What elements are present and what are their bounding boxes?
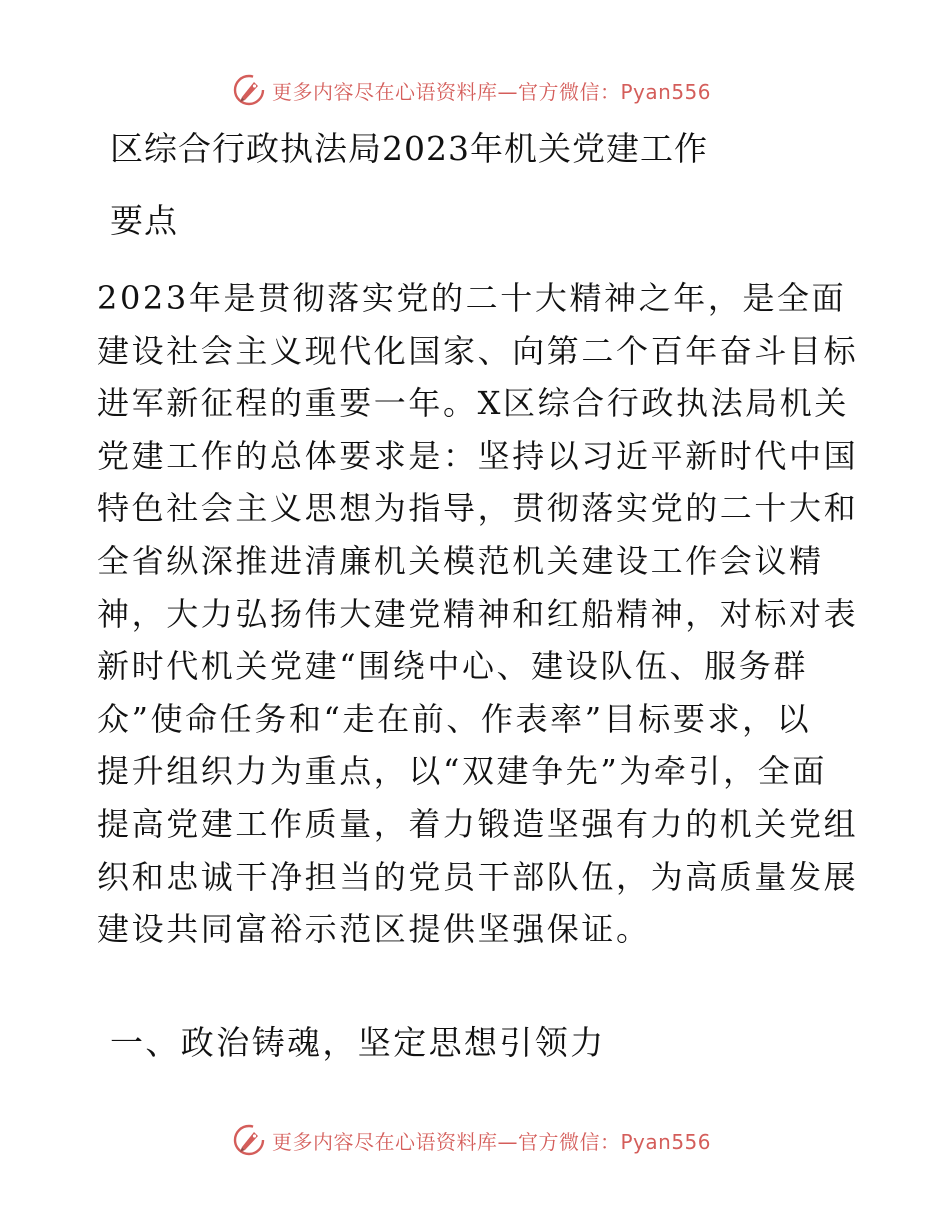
document-paragraph xyxy=(97,272,859,956)
document-title-line-2: 要点 xyxy=(110,201,178,240)
paragraph-line: 新时代机关党建“围绕中心、建设队伍、服务群 xyxy=(97,647,808,686)
watermark-header xyxy=(232,70,711,110)
watermark-footer xyxy=(232,1120,711,1160)
pen-nib-circle-icon xyxy=(232,1123,266,1157)
paragraph-line: 提升组织力为重点，以“双建争先”为牵引，全面 xyxy=(97,752,827,791)
document-title-line-1: 区综合行政执法局2023年机关党建工作 xyxy=(110,129,708,168)
pen-nib-circle-icon xyxy=(232,73,266,107)
paragraph-line: 特色社会主义思想为指导，贯彻落实党的二十大和 xyxy=(97,489,859,528)
paragraph-line: 进军新征程的重要一年。X区综合行政执法局机关 xyxy=(97,384,849,423)
section-heading: 一、政治铸魂，坚定思想引领力 xyxy=(110,1023,606,1062)
paragraph-line: 全省纵深推进清廉机关模范机关建设工作会议精 xyxy=(97,541,824,580)
paragraph-line: 2023年是贯彻落实党的二十大精神之年，是全面 xyxy=(97,279,847,317)
paragraph-line: 神，大力弘扬伟大建党精神和红船精神，对标对表 xyxy=(97,594,859,633)
paragraph-line: 建设社会主义现代化国家、向第二个百年奋斗目标 xyxy=(97,331,859,370)
paragraph-line: 提高党建工作质量，着力锻造坚强有力的机关党组 xyxy=(97,804,859,843)
paragraph-line: 建设共同富裕示范区提供坚强保证。 xyxy=(97,910,651,949)
paragraph-line: 织和忠诚干净担当的党员干部队伍，为高质量发展 xyxy=(97,857,859,896)
paragraph-line: 党建工作的总体要求是：坚持以习近平新时代中国 xyxy=(97,436,859,475)
watermark-text: 更多内容尽在心语资料库—官方微信：Pyan556 xyxy=(272,1129,712,1154)
watermark-text: 更多内容尽在心语资料库—官方微信：Pyan556 xyxy=(272,79,712,104)
paragraph-line: 众”使命任务和“走在前、作表率”目标要求，以 xyxy=(97,699,812,738)
